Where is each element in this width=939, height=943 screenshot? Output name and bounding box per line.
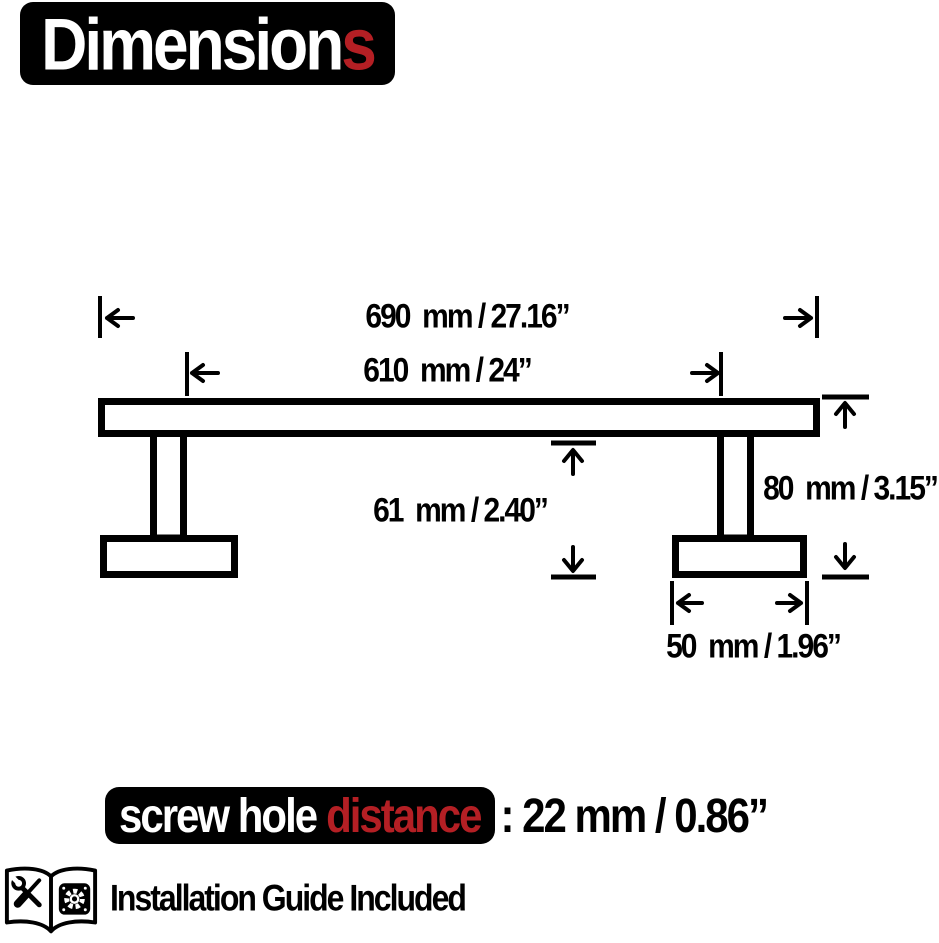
gear-icon	[59, 883, 90, 914]
arrow-left-icon	[678, 595, 702, 611]
dimension-label-overall-width: 690 mm / 27.16”	[365, 297, 569, 336]
title-accent-letter: s	[341, 2, 374, 85]
distance-label: distance	[326, 787, 481, 842]
arrow-down-icon	[564, 547, 582, 571]
installation-guide-row	[2, 858, 465, 938]
arrow-up-icon	[836, 403, 854, 427]
screw-hole-distance-badge-text	[119, 788, 481, 843]
dimension-label-bar-width: 610 mm / 24”	[363, 351, 531, 390]
screw-hole-distance-row	[105, 787, 767, 844]
dimension-label-drop-height: 61 mm / 2.40”	[373, 491, 547, 530]
arrow-down-icon	[836, 544, 854, 568]
installation-guide-book-icon	[2, 858, 100, 938]
towel-bar-and-plates	[102, 402, 817, 575]
arrow-right-icon	[777, 595, 801, 611]
title-main-text: Dimension	[41, 2, 342, 85]
arrow-up-icon	[564, 450, 582, 474]
installation-guide-label: Installation Guide Included	[110, 876, 465, 919]
arrow-left-icon	[192, 365, 218, 381]
dimension-label-base-width: 50 mm / 1.96”	[666, 627, 840, 666]
arrow-left-icon	[107, 310, 133, 326]
screw-hole-distance-badge	[105, 787, 495, 844]
screw-hole-label: screw hole	[119, 787, 317, 842]
screw-hole-distance-value: : 22 mm / 0.86”	[500, 787, 767, 842]
arrow-right-icon	[785, 310, 811, 326]
arrow-right-icon	[692, 365, 718, 381]
dimension-label-post-height: 80 mm / 3.15”	[763, 469, 937, 508]
